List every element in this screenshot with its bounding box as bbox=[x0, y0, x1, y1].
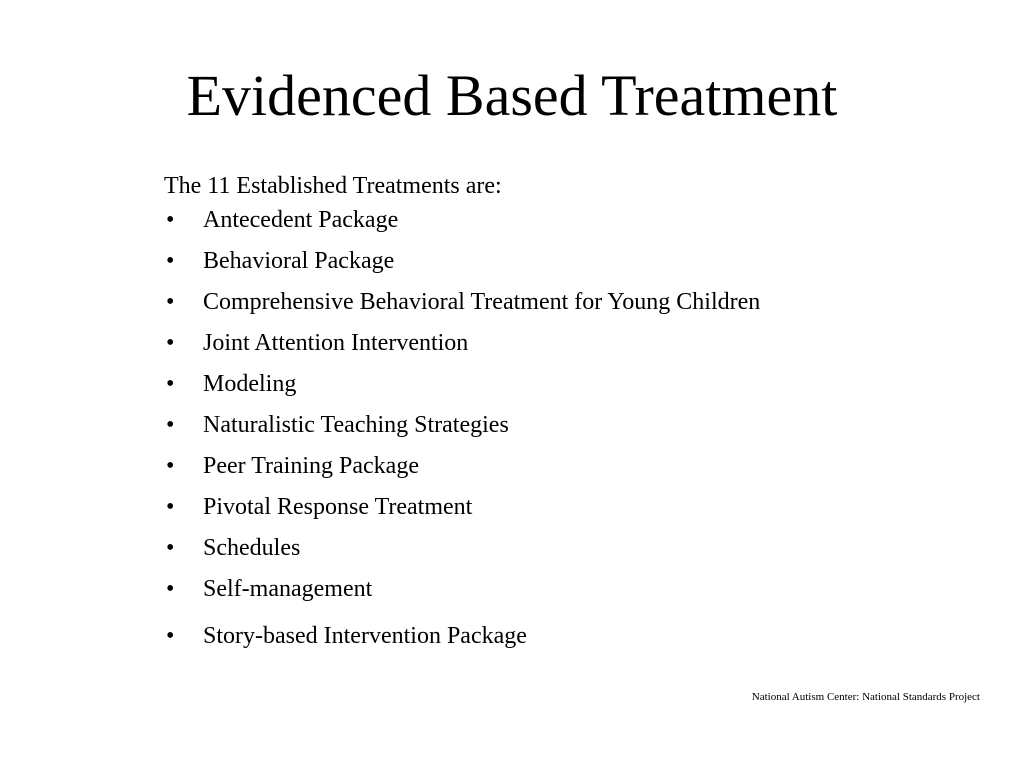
list-item bbox=[164, 368, 984, 409]
bullet-icon: • bbox=[166, 371, 175, 397]
slide-body bbox=[164, 170, 984, 661]
treatment-label: Modeling bbox=[203, 371, 297, 397]
bullet-icon: • bbox=[166, 453, 175, 479]
bullet-icon: • bbox=[166, 623, 175, 649]
treatment-label: Naturalistic Teaching Strategies bbox=[203, 412, 509, 438]
treatment-label: Self-management bbox=[203, 576, 373, 602]
bullet-icon: • bbox=[166, 289, 175, 315]
treatment-label: Pivotal Response Treatment bbox=[203, 494, 473, 520]
slide-title: Evidenced Based Treatment bbox=[186, 63, 838, 128]
treatment-label: Antecedent Package bbox=[203, 207, 399, 233]
list-item bbox=[164, 573, 984, 614]
list-item bbox=[164, 532, 984, 573]
list-item bbox=[164, 204, 984, 245]
treatment-list bbox=[164, 204, 984, 661]
bullet-icon: • bbox=[166, 207, 175, 233]
treatment-label: Story-based Intervention Package bbox=[203, 623, 527, 649]
list-item bbox=[164, 450, 984, 491]
intro-text: The 11 Established Treatments are: bbox=[164, 173, 502, 199]
treatment-label: Joint Attention Intervention bbox=[203, 330, 469, 356]
treatment-label: Peer Training Package bbox=[203, 453, 419, 479]
list-item bbox=[164, 286, 984, 327]
treatment-label: Comprehensive Behavioral Treatment for Young Children bbox=[203, 289, 761, 315]
treatment-label: Schedules bbox=[203, 535, 301, 561]
list-item bbox=[164, 620, 984, 661]
bullet-icon: • bbox=[166, 330, 175, 356]
list-item bbox=[164, 327, 984, 368]
list-item bbox=[164, 409, 984, 450]
bullet-icon: • bbox=[166, 535, 175, 561]
treatment-label: Behavioral Package bbox=[203, 248, 395, 274]
bullet-icon: • bbox=[166, 494, 175, 520]
source-footer: National Autism Center: National Standards Project bbox=[751, 691, 980, 703]
bullet-icon: • bbox=[166, 248, 175, 274]
list-item bbox=[164, 491, 984, 532]
bullet-icon: • bbox=[166, 576, 175, 602]
bullet-icon: • bbox=[166, 412, 175, 438]
list-item bbox=[164, 245, 984, 286]
